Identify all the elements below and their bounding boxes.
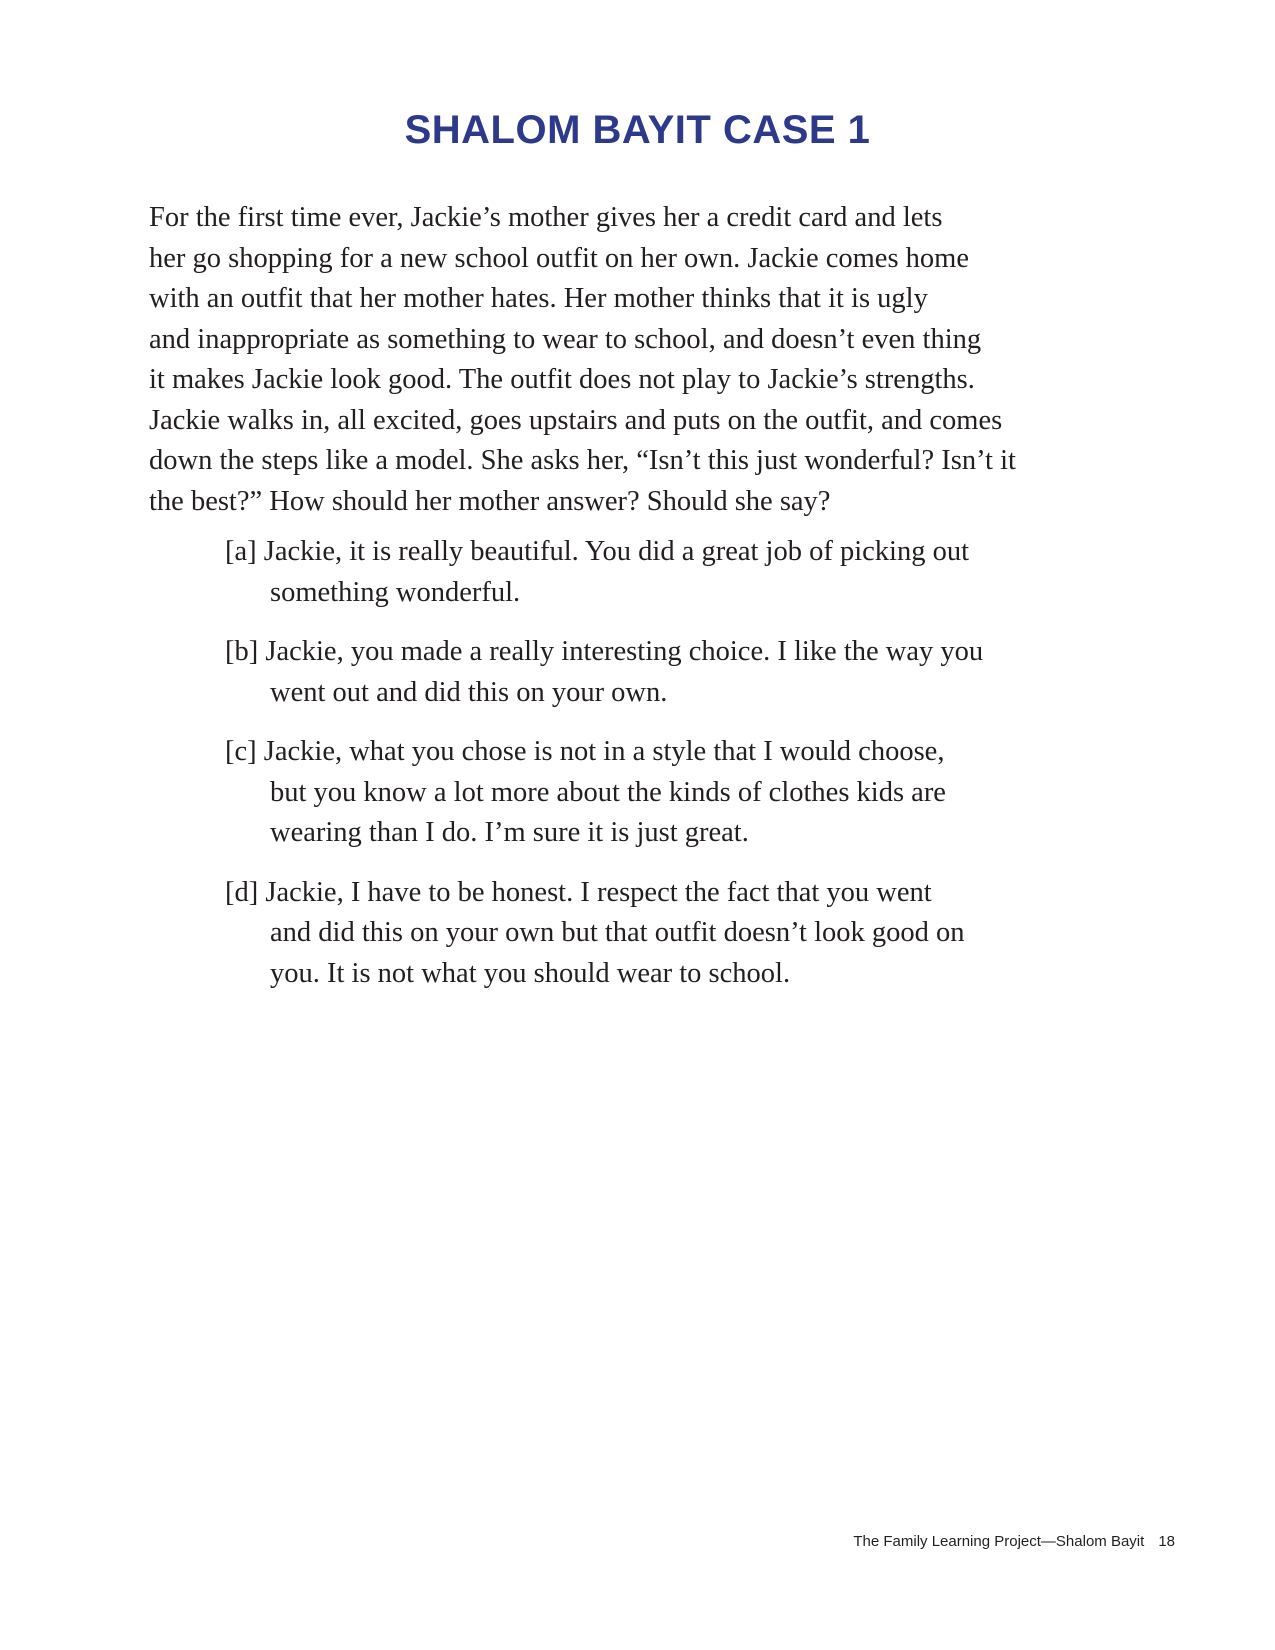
option-line: something wonderful.: [270, 576, 521, 608]
option-line: you. It is not what you should wear to school.: [270, 957, 791, 989]
paragraph-line: it makes Jackie look good. The outfit does not play to Jackie’s strengths.: [149, 364, 975, 395]
option-line: [b] Jackie, you made a really interesting choice. I like the way you: [225, 636, 984, 667]
paragraph-line: the best?” How should her mother answer? Should she say?: [149, 485, 831, 517]
paragraph-line: down the steps like a model. She asks her, “Isn’t this just wonderful? Isn’t it: [149, 445, 1016, 476]
option-line: went out and did this on your own.: [270, 676, 668, 708]
option-line: [a] Jackie, it is really beautiful. You did a great job of picking out: [225, 536, 969, 567]
answer-option-a: [225, 532, 1125, 613]
page-footer: [853, 1533, 1175, 1550]
option-line: [c] Jackie, what you chose is not in a style that I would choose,: [225, 736, 945, 767]
footer-text: The Family Learning Project—Shalom Bayit: [853, 1533, 1145, 1550]
answer-option-d: [225, 873, 1125, 995]
option-line: wearing than I do. I’m sure it is just great.: [270, 817, 749, 848]
paragraph-line: with an outfit that her mother hates. Her mother thinks that it is ugly: [149, 283, 928, 314]
answer-option-b: [225, 632, 1125, 713]
paragraph-line: For the first time ever, Jackie’s mother gives her a credit card and lets: [149, 202, 943, 233]
paragraph-line: Jackie walks in, all excited, goes upstairs and puts on the outfit, and comes: [149, 404, 1003, 436]
page-title: SHALOM BAYIT CASE 1: [404, 108, 871, 152]
paragraph-line: her go shopping for a new school outfit on her own. Jackie comes home: [149, 242, 969, 274]
paragraph-line: and inappropriate as something to wear to school, and doesn’t even thing: [149, 323, 982, 355]
case-paragraph: [149, 198, 1159, 522]
option-line: but you know a lot more about the kinds of clothes kids are: [270, 776, 946, 808]
page-number: 18: [1158, 1533, 1175, 1550]
option-line: and did this on your own but that outfit doesn’t look good on: [270, 917, 965, 948]
answer-options-list: [225, 532, 1125, 1013]
answer-option-c: [225, 732, 1125, 854]
option-line: [d] Jackie, I have to be honest. I respect the fact that you went: [225, 876, 932, 908]
